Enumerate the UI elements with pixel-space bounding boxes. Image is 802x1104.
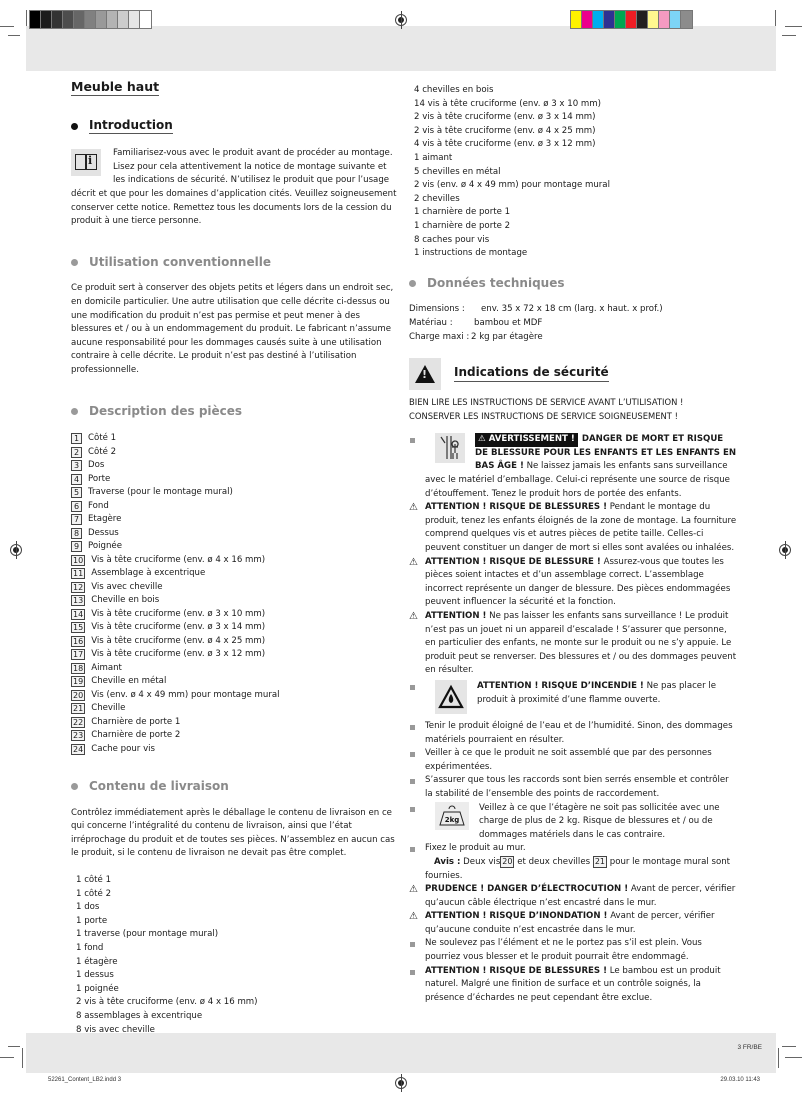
- page-header-band: [26, 26, 776, 71]
- introduction-block: [71, 147, 401, 229]
- delivery-item: 2 chevilles: [414, 193, 460, 204]
- part-number: 23: [73, 731, 84, 741]
- part-label: Vis à tête cruciforme (env. ø 3 x 12 mm): [91, 649, 266, 660]
- safety-item-experienced: Veiller à ce que le produit ne soit assemblé que par des personnes expérimentées.: [409, 747, 739, 774]
- part-number: 11: [73, 569, 84, 579]
- part-label: Côté 2: [88, 446, 117, 457]
- safety-item-attention-2: ⚠ ATTENTION ! RISQUE DE BLESSURE ! Assurez-vous que toutes les pièces soient intactes et d’un assemblage correct. L’assemblage incorrect représente un danger de blessure. Des pièces endommagées peuvent influencer la sécurité et la fonction.: [409, 556, 731, 608]
- part-number: 13: [73, 596, 84, 606]
- part-item: [71, 513, 401, 527]
- color-swatch: [85, 11, 96, 28]
- color-swatch: [63, 11, 74, 28]
- delivery-item: 1 charnière de porte 1: [414, 207, 511, 218]
- slug-filename: 52261_Content_LB2.indd 3: [48, 1077, 122, 1083]
- part-item: [71, 635, 401, 649]
- bullet-dot-icon: [409, 280, 416, 287]
- delivery-item: 1 traverse (pour montage mural): [76, 929, 219, 940]
- part-number: 4: [71, 474, 82, 485]
- registration-mark-icon: [10, 544, 22, 556]
- color-swatch: [615, 11, 626, 28]
- part-item: [71, 567, 401, 581]
- page-footer-band: [26, 1033, 776, 1073]
- square-bullet-icon: [410, 942, 415, 947]
- part-label: Vis à tête cruciforme (env. ø 4 x 16 mm): [91, 554, 266, 565]
- part-number: 5: [71, 487, 82, 498]
- tech-specs: [409, 303, 739, 344]
- part-item: [71, 675, 401, 689]
- square-bullet-icon: [410, 752, 415, 757]
- color-swatch: [637, 11, 648, 28]
- part-item: [71, 473, 401, 487]
- bullet-dot-icon: [71, 408, 78, 415]
- part-number: 18: [73, 663, 84, 673]
- warning-triangle-icon: ⚠: [409, 556, 418, 568]
- delivery-item: 1 dessus: [76, 970, 114, 981]
- tech-row: Charge maxi : 2 kg par étagère: [409, 331, 543, 342]
- bullet-dot-icon: [71, 783, 78, 790]
- part-item: [71, 500, 401, 514]
- registration-mark-icon: [779, 544, 791, 556]
- weight-2kg-icon: [435, 802, 469, 830]
- color-swatch: [41, 11, 52, 28]
- square-bullet-icon: [410, 725, 415, 730]
- part-label: Cache pour vis: [91, 743, 156, 754]
- part-item: [71, 648, 401, 662]
- part-label: Vis à tête cruciforme (env. ø 3 x 14 mm): [91, 622, 266, 633]
- warning-triangle-icon: ⚠: [409, 611, 418, 622]
- part-number: 21: [73, 704, 84, 714]
- crop-mark: [785, 26, 802, 27]
- bullet-dot-icon: [71, 259, 78, 266]
- part-item: [71, 621, 401, 635]
- part-label: Vis à tête cruciforme (env. ø 3 x 10 mm): [91, 608, 266, 619]
- delivery-item: 1 côté 2: [76, 888, 112, 899]
- delivery-item: 8 vis avec cheville: [76, 1024, 155, 1035]
- delivery-item: 1 côté 1: [76, 875, 112, 886]
- part-number: 24: [73, 744, 84, 754]
- part-label: Traverse (pour le montage mural): [88, 487, 233, 498]
- delivery-item: 1 étagère: [76, 956, 118, 967]
- page-number: 3 FR/BE: [737, 1044, 762, 1051]
- part-number: 1: [71, 433, 82, 444]
- part-number: 8: [71, 528, 82, 539]
- safety-item-attention-1: ⚠ ATTENTION ! RISQUE DE BLESSURES ! Pendant le montage du produit, tenez les enfants éloignés de la zone de montage. La fourniture comprend quelques vis et autres pièces de petite taille. Celles-ci peuvent constituer un danger de mort si elles sont avalées ou inhalées.: [409, 502, 737, 554]
- delivery-item: 1 poignée: [76, 983, 119, 994]
- section-heading-parts: Description des pièces: [71, 405, 401, 419]
- part-number: 17: [73, 650, 84, 660]
- delivery-item: 8 caches pour vis: [414, 234, 490, 245]
- part-label: Dos: [88, 460, 105, 471]
- section-heading-usage: Utilisation conventionnelle: [71, 256, 401, 270]
- square-bullet-icon: [410, 807, 415, 812]
- color-swatch: [659, 11, 670, 28]
- part-label: Cheville en métal: [91, 676, 167, 687]
- safety-item-flood: ⚠ ATTENTION ! RISQUE D’INONDATION ! Avant de percer, vérifier qu’aucune conduite n’est encastrée dans le mur.: [409, 911, 715, 935]
- crop-mark: [0, 26, 14, 27]
- square-bullet-icon: [410, 438, 415, 443]
- bullet-dot-icon: [71, 123, 78, 130]
- delivery-list-right: [409, 84, 739, 261]
- color-swatch: [681, 11, 692, 28]
- part-label: Cheville en bois: [91, 595, 160, 606]
- warning-triangle-icon: ⚠: [409, 884, 418, 896]
- safety-item-load: 2kg Veillez à ce que l’étagère ne soit pas sollicitée avec une charge de plus de 2 kg. Risque de blessures et / ou de dommages matériels dans le cas contraire.: [409, 802, 739, 843]
- safety-item-fire: ATTENTION ! RISQUE D’INCENDIE ! Ne pas placer le produit à proximité d’une flamme ouverte.: [409, 680, 739, 716]
- part-item: [71, 689, 401, 703]
- crop-mark: [782, 1046, 796, 1047]
- crop-mark: [785, 1057, 802, 1058]
- delivery-item: 1 fond: [76, 943, 104, 954]
- safety-item-humidity: Tenir le produit éloigné de l’eau et de l’humidité. Sinon, des dommages matériels pourraient en résulter.: [409, 720, 739, 747]
- delivery-item: 5 chevilles en métal: [414, 166, 501, 177]
- tech-row: Matériau : bambou et MDF: [409, 317, 543, 328]
- safety-item-lifting: Ne soulevez pas l’élément et ne le portez pas s’il est plein. Vous pourriez vous blesser et le produit pourrait être endommagé.: [409, 937, 739, 964]
- part-label: Charnière de porte 2: [91, 730, 181, 741]
- delivery-item: 1 dos: [76, 902, 100, 913]
- part-item: [71, 527, 401, 541]
- safety-item-electrocution: ⚠ PRUDENCE ! DANGER D’ÉLECTROCUTION ! Avant de percer, vérifier qu’aucun câble électrique n’est encastré dans le mur.: [409, 884, 736, 908]
- square-bullet-icon: [410, 847, 415, 852]
- square-bullet-icon: [410, 970, 415, 975]
- delivery-item: 2 vis à tête cruciforme (env. ø 4 x 16 mm): [76, 997, 258, 1008]
- part-number: 20: [73, 690, 84, 700]
- crop-mark: [22, 1048, 23, 1068]
- delivery-item: 2 vis à tête cruciforme (env. ø 4 x 25 mm): [414, 125, 596, 136]
- delivery-item: 8 assemblages à excentrique: [76, 1011, 203, 1021]
- section-heading-delivery: Contenu de livraison: [71, 780, 401, 794]
- part-item: [71, 608, 401, 622]
- greyscale-color-bar: [29, 10, 152, 29]
- part-number: 10: [73, 555, 84, 565]
- part-item: [71, 729, 401, 743]
- part-label: Vis avec cheville: [91, 581, 163, 592]
- part-number: 12: [73, 582, 84, 592]
- part-item: [71, 432, 401, 446]
- left-column: [71, 80, 401, 1037]
- registration-mark-icon: [395, 14, 407, 26]
- part-number: 7: [71, 514, 82, 525]
- warning-triangle-icon: ⚠: [409, 911, 418, 923]
- part-number: 14: [73, 609, 84, 619]
- color-swatch: [582, 11, 593, 28]
- part-item: [71, 716, 401, 730]
- delivery-list-left: [71, 874, 401, 1037]
- part-number: 16: [73, 636, 84, 646]
- delivery-item: 4 chevilles en bois: [414, 85, 494, 95]
- square-bullet-icon: [410, 779, 415, 784]
- part-number: 15: [73, 623, 84, 633]
- child-safety-icon: [435, 433, 465, 463]
- part-label: Cheville: [91, 703, 126, 714]
- color-swatch: [107, 11, 118, 28]
- part-number: 2: [71, 447, 82, 458]
- part-item: [71, 446, 401, 460]
- info-manual-icon: i: [71, 149, 101, 176]
- tech-row: Dimensions : env. 35 x 72 x 18 cm (larg. x haut. x prof.): [409, 304, 663, 315]
- color-swatch: [593, 11, 604, 28]
- part-label: Vis à tête cruciforme (env. ø 4 x 25 mm): [91, 635, 266, 646]
- part-item: [71, 540, 401, 554]
- color-swatch: [96, 11, 107, 28]
- color-swatch: [571, 11, 582, 28]
- delivery-text: Contrôlez immédiatement après le déballage le contenu de livraison en ce qui concerne l’intégralité du contenu de livraison, ainsi que l’état irréprochage du produit et de toutes ses pièces. N’assemblez en aucun cas le produit, si le contenu de livraison ne devait pas être complet.: [71, 807, 395, 859]
- crop-mark: [782, 35, 796, 36]
- part-item: [71, 594, 401, 608]
- part-label: Assemblage à excentrique: [91, 568, 206, 579]
- section-heading-introduction: Introduction: [71, 119, 401, 135]
- color-swatch: [129, 11, 140, 28]
- delivery-item: 1 charnière de porte 2: [414, 220, 511, 231]
- part-label: Porte: [88, 473, 111, 484]
- part-number: 22: [73, 717, 84, 727]
- part-label: Aimant: [91, 662, 122, 673]
- slug-date: 29.03.10 11:43: [720, 1077, 760, 1083]
- delivery-item: 2 vis à tête cruciforme (env. ø 3 x 14 mm): [414, 112, 596, 123]
- part-item: [71, 554, 401, 568]
- part-item: [71, 702, 401, 716]
- delivery-item: 4 vis à tête cruciforme (env. ø 3 x 12 mm): [414, 139, 596, 150]
- part-item: [71, 459, 401, 473]
- section-heading-safety: ! Indications de sécurité: [409, 358, 739, 390]
- delivery-item: 1 porte: [76, 915, 108, 926]
- part-number: 6: [71, 501, 82, 512]
- cmyk-color-bar: [570, 10, 693, 29]
- safety-item-connections: S’assurer que tous les raccords sont bien serrés ensemble et contrôler la stabilité de l’ensemble des points de raccordement.: [409, 774, 739, 801]
- part-number-21: 21: [594, 856, 606, 866]
- color-swatch: [648, 11, 659, 28]
- color-swatch: [670, 11, 681, 28]
- part-number: 3: [71, 460, 82, 471]
- color-swatch: [140, 11, 151, 28]
- color-swatch: [604, 11, 615, 28]
- part-label: Poignée: [88, 541, 122, 552]
- color-swatch: [626, 11, 637, 28]
- color-swatch: [74, 11, 85, 28]
- svg-text:2kg: 2kg: [444, 815, 460, 824]
- square-bullet-icon: [410, 685, 415, 690]
- part-number: 19: [73, 677, 84, 687]
- warning-badge: ⚠ AVERTISSEMENT !: [475, 433, 578, 447]
- section-heading-tech: Données techniques: [409, 277, 739, 291]
- part-item: [71, 581, 401, 595]
- safety-item-attention-3: ⚠ ATTENTION ! Ne pas laisser les enfants sans surveillance ! Le produit n’est pas un jouet ni un appareil d’escalade ! S’assurer que personne, en particulier des enfants, ne monte sur le produit ou ne s’y appuie. Le produit peut se renverser. Des blessures et / ou des dommages peuvent en résulter.: [409, 611, 737, 676]
- usage-text: Ce produit sert à conserver des objets petits et légers dans un endroit sec, en domicile particulier. Une autre utilisation que celle décrite ci-dessus ou une modification du produit n’est pas permise et peut mener à des blessures et / ou à un endommagement du produit. Le fabricant n’assume aucune responsabilité pour les dommages causés suite à une utilisation contraire à celle décrite. Le produit n’est pas destiné à l’utilisation professionnelle.: [71, 283, 394, 375]
- crop-mark: [8, 1046, 20, 1047]
- safety-caps-2: CONSERVER LES INSTRUCTIONS DE SERVICE SOIGNEUSEMENT !: [409, 410, 678, 421]
- delivery-item: 14 vis à tête cruciforme (env. ø 3 x 10 mm): [414, 98, 602, 109]
- delivery-item: 1 instructions de montage: [414, 248, 528, 259]
- document-title: Meuble haut: [71, 79, 160, 94]
- introduction-text: Familiarisez-vous avec le produit avant de procéder au montage. Lisez pour cela attentivement la notice de montage suivante et les indications de sécurité. N’utilisez le produit que pour l’usage décrit et que pour les domaines d’application cités. Veuillez soigneusement conserver cette notice. Remettez tous les documents lors de la cession du produit à une tierce personne.: [71, 148, 397, 227]
- warning-triangle-icon: ⚠: [409, 502, 418, 514]
- safety-item-bamboo: ATTENTION ! RISQUE DE BLESSURES ! Le bambou est un produit naturel. Malgré une finition de surface et un contrôle soignés, la présence d’échardes ne peut cependant être exclue.: [409, 965, 739, 1006]
- part-number-20: 20: [502, 856, 513, 866]
- crop-mark: [778, 1048, 779, 1068]
- safety-caps-1: BIEN LIRE LES INSTRUCTIONS DE SERVICE AVANT L’UTILISATION !: [409, 397, 684, 408]
- safety-item-wall-mount: Fixez le produit au mur. Avis : Deux vis 20 et deux chevilles 21 pour le montage mural sont fournies.: [409, 842, 739, 883]
- color-swatch: [30, 11, 41, 28]
- warning-triangle-icon: [409, 358, 441, 390]
- part-label: Etagère: [88, 514, 122, 525]
- fire-hazard-icon: [435, 680, 467, 714]
- part-label: Charnière de porte 1: [91, 716, 181, 727]
- part-item: [71, 662, 401, 676]
- color-swatch: [52, 11, 63, 28]
- delivery-item: 2 vis (env. ø 4 x 49 mm) pour montage mural: [414, 180, 610, 191]
- part-number: 9: [71, 541, 82, 552]
- right-column: [409, 84, 739, 1005]
- delivery-item: 1 aimant: [414, 152, 453, 163]
- safety-item-child-warning: ⚠ AVERTISSEMENT ! DANGER DE MORT ET RISQUE DE BLESSURE POUR LES ENFANTS ET LES ENFANTS EN BAS ÂGE ! Ne laissez jamais les enfants sans surveillance avec le matériel d’emballage. Celui-ci représente une source de risque d’étouffement. Tenez le produit hors de portée des enfants.: [409, 433, 739, 501]
- part-item: [71, 743, 401, 757]
- part-label: Vis (env. ø 4 x 49 mm) pour montage mural: [91, 689, 280, 700]
- registration-mark-icon: [395, 1077, 407, 1089]
- part-label: Fond: [88, 500, 109, 511]
- part-label: Dessus: [88, 527, 119, 538]
- crop-mark: [0, 1057, 14, 1058]
- part-label: Côté 1: [88, 433, 117, 444]
- color-swatch: [118, 11, 129, 28]
- parts-list: [71, 432, 401, 756]
- crop-mark: [8, 35, 20, 36]
- part-item: [71, 486, 401, 500]
